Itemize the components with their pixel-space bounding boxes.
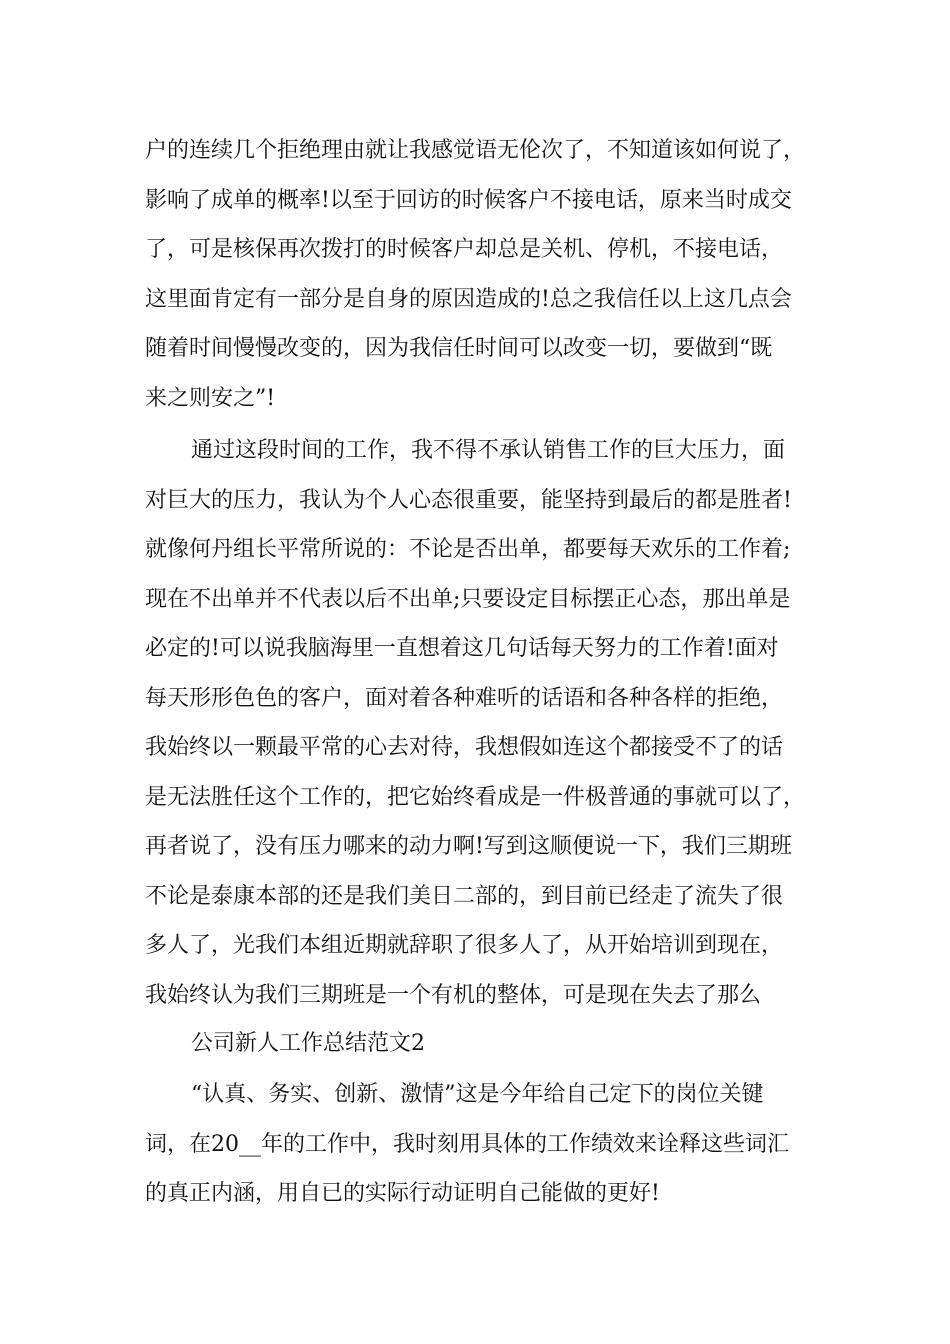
paragraph-1-line: 来之则安之”! xyxy=(145,385,276,411)
paragraph-1-line: 了，可是核保再次拨打的时候客户却总是关机、停机，不接电话， xyxy=(145,237,784,262)
paragraph-2 xyxy=(145,426,825,1020)
paragraph-3-line: 词，在20__年的工作中，我时刻用具体的工作绩效来诠释这些词汇 xyxy=(145,1131,789,1157)
paragraph-1-line: 这里面肯定有一部分是自身的原因造成的!总之我信任以上这几点会 xyxy=(145,286,792,312)
paragraph-1-line: 户的连续几个拒绝理由就让我感觉语无伦次了，不知道该如何说了， xyxy=(145,138,806,163)
paragraph-2-line: 对巨大的压力，我认为个人心态很重要，能坚持到最后的都是胜者! xyxy=(145,487,792,513)
paragraph-1-line: 随着时间慢慢改变的，因为我信任时间可以改变一切，要做到“既 xyxy=(145,336,773,361)
paragraph-3-line: “认真、务实、创新、激情”这是今年给自己定下的岗位关键 xyxy=(191,1082,764,1107)
paragraph-3 xyxy=(145,1070,825,1219)
paragraph-2-line: 必定的!可以说我脑海里一直想着这几句话每天努力的工作着!面对 xyxy=(145,636,779,661)
paragraph-2-line: 我始终以一颗最平常的心去对待，我想假如连这个都接受不了的话 xyxy=(145,735,784,760)
paragraph-2-line: 现在不出单并不代表以后不出单;只要设定目标摆正心态，那出单是 xyxy=(145,586,791,612)
paragraph-2-line: 是无法胜任这个工作的，把它始终看成是一件极普通的事就可以了， xyxy=(145,784,806,810)
paragraph-3-line: 的真正内涵，用自已的实际行动证明自己能做的更好! xyxy=(145,1181,660,1206)
paragraph-2-line: 再者说了，没有压力哪来的动力啊!写到这顺便说一下，我们三期班 xyxy=(145,834,792,859)
paragraph-2-line: 我始终认为我们三期班是一个有机的整体，可是现在失去了那么 xyxy=(145,982,762,1008)
section-heading-text: 公司新人工作总结范文2 xyxy=(191,1031,425,1056)
paragraph-2-line: 不论是泰康本部的还是我们美日二部的，到目前已经走了流失了很 xyxy=(145,883,784,909)
paragraph-2-line: 通过这段时间的工作，我不得不承认销售工作的巨大压力，面 xyxy=(191,438,786,463)
paragraph-2-line: 每天形形色色的客户，面对着各种难听的话语和各种各样的拒绝， xyxy=(145,685,784,711)
paragraph-1 xyxy=(145,126,825,423)
paragraph-2-line: 就像何丹组长平常所说的：不论是否出单，都要每天欢乐的工作着; xyxy=(145,537,791,562)
paragraph-1-line: 影响了成单的概率!以至于回访的时候客户不接电话，原来当时成交 xyxy=(145,187,792,213)
section-heading xyxy=(145,1019,825,1069)
paragraph-2-line: 多人了，光我们本组近期就辞职了很多人了，从开始培训到现在， xyxy=(145,933,784,958)
